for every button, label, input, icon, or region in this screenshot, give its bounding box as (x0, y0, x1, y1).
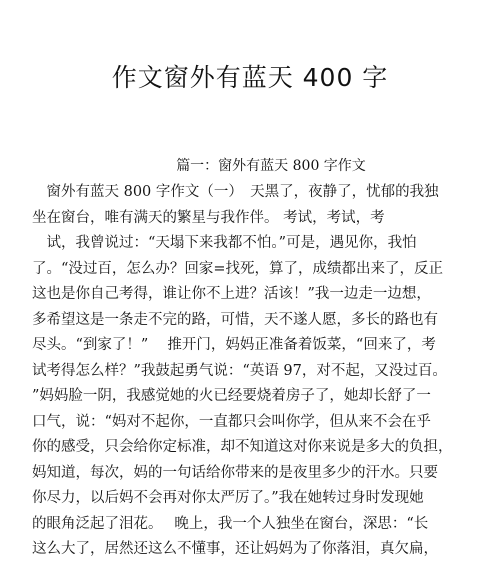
text-line: 尽头。“到家了！” 推开门，妈妈正准备着饭菜，“回来了，考 (32, 337, 436, 353)
text-line: ”妈妈脸一阴，我感觉她的火已经要烧着房子了，她却长舒了一 (32, 388, 431, 404)
essay-body (32, 180, 462, 563)
section-heading: 篇一：窗外有蓝天 800 字作文 (176, 158, 366, 174)
text-line: 的眼角泛起了泪花。 晚上，我一个人独坐在窗台，深思：“长 (32, 515, 429, 532)
text-line: 了。“没过百，怎么办？回家=找死，算了，成绩都出来了，反正 (32, 260, 444, 277)
text-line: 妈知道，每次，妈的一句话给你带来的是夜里多少的汗水。只要 (32, 464, 438, 481)
text-line: 你尽力，以后妈不会再对你太严厉了。”我在她转过身时发现她 (32, 490, 424, 506)
text-line: 口气，说：“妈对不起你，一直都只会叫你学，但从来不会在乎 (32, 413, 431, 430)
text-line: 这也是你自己考得，谁让你不上进？活该！”我一边走一边想， (32, 286, 431, 302)
text-line: 这么大了，居然还这么不懂事，还让妈妈为了你落泪，真欠扁， (32, 541, 438, 557)
text-line: 坐在窗台，唯有满天的繁星与我作伴。 考试，考试，考 (32, 209, 385, 226)
text-line: 你的感受，只会给你定标准，却不知道这对你来说是多大的负担， (32, 439, 453, 455)
text-line: 试考得怎么样？”我鼓起勇气说：“英语 97，对不起，又没过百。 (32, 362, 447, 379)
text-line: 试，我曾说过：“天塌下来我都不怕。”可是，遇见你，我怕 (32, 235, 417, 251)
document-title: 作文窗外有蓝天 400 字 (111, 63, 389, 92)
text-line: 窗外有蓝天 800 字作文（一） 天黑了，夜静了，忧郁的我独 (32, 184, 439, 200)
text-line: 多希望这是一条走不完的路，可惜，天不遂人愿，多长的路也有 (32, 311, 438, 328)
